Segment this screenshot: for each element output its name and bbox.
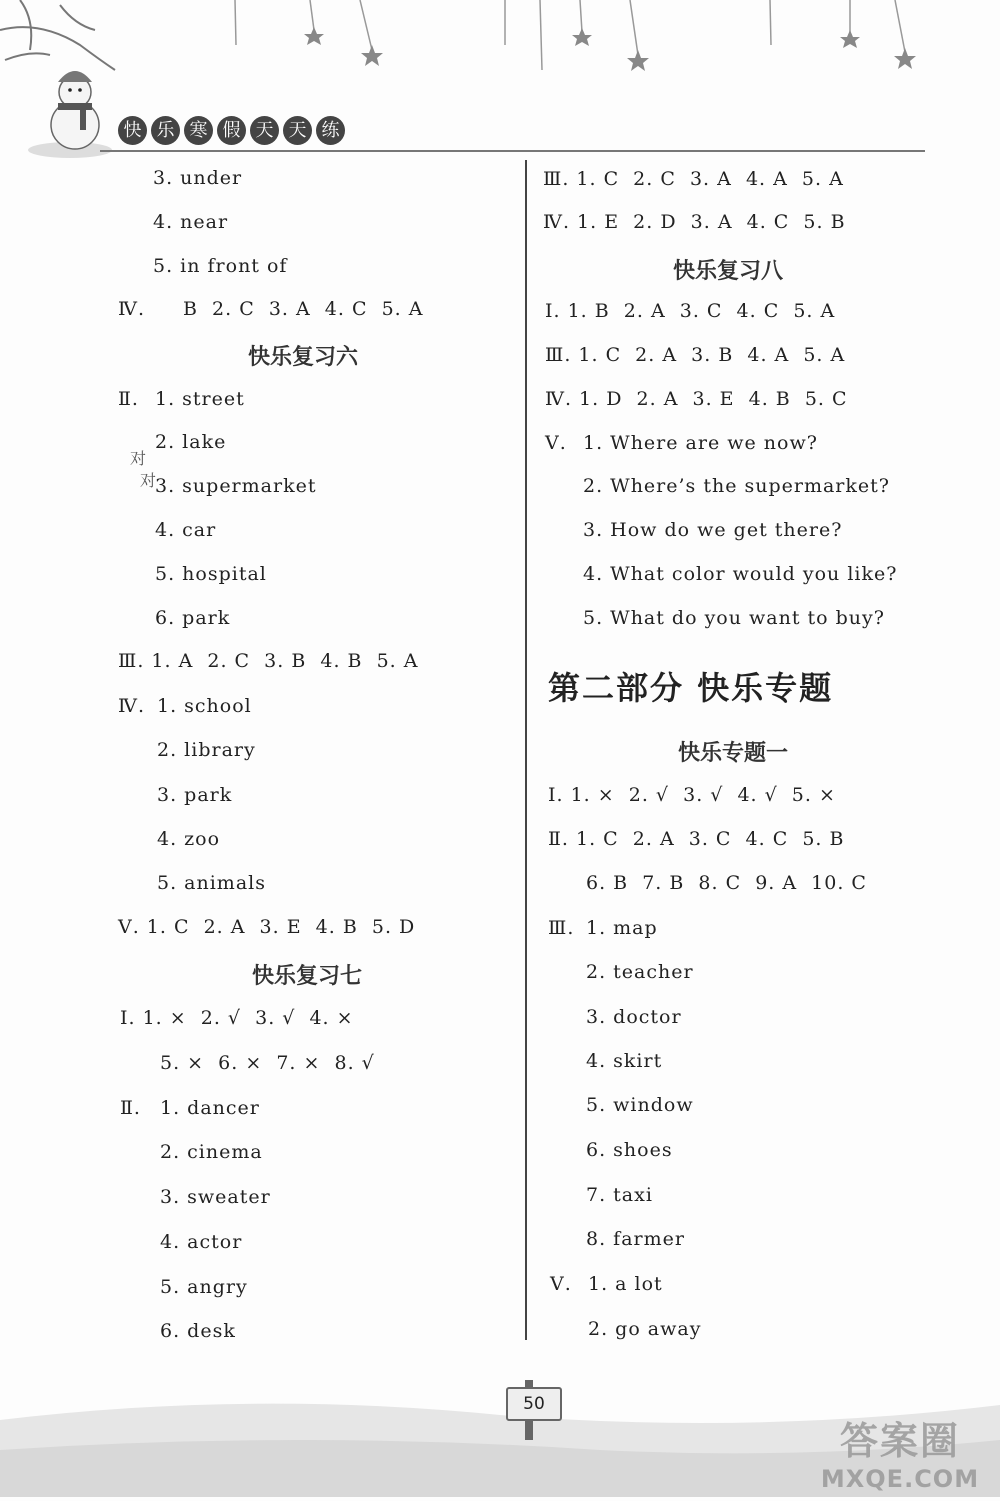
section-marker: Ⅳ.: [118, 298, 146, 320]
answer-line: 4. actor: [160, 1231, 243, 1253]
header-divider: [100, 150, 925, 152]
page-header: [0, 0, 1000, 160]
answer-line: Ⅲ. 1. C 2. C 3. A 4. A 5. A: [543, 168, 844, 190]
answer-line: 3. under: [153, 167, 243, 189]
answer-line: 3. doctor: [586, 1006, 682, 1028]
answer-line: 6. B 7. B 8. C 9. A 10. C: [586, 872, 867, 894]
title-char: 乐: [151, 116, 180, 145]
watermark: [810, 1410, 990, 1493]
answer-line: Ⅰ. 1. × 2. √ 3. √ 4. ×: [120, 1007, 354, 1029]
answer-line: 5. in front of: [153, 255, 288, 277]
answer-line: 1. school: [157, 695, 252, 717]
watermark-cn: 答案圈: [839, 1419, 960, 1463]
answer-line: Ⅲ. 1. C 2. A 3. B 4. A 5. A: [545, 344, 846, 366]
snowman-icon: [28, 71, 112, 158]
answer-line: 5. angry: [160, 1276, 248, 1298]
answer-line: 7. taxi: [586, 1184, 653, 1206]
answer-line: 2. go away: [588, 1318, 702, 1340]
answer-line: Ⅱ. 1. C 2. A 3. C 4. C 5. B: [548, 828, 845, 850]
section-marker: Ⅱ.: [118, 388, 139, 410]
watermark-en: MXQE.COM: [820, 1465, 980, 1493]
answer-line: 5. × 6. × 7. × 8. √: [160, 1052, 375, 1074]
answer-line: 4. near: [153, 211, 229, 233]
answer-line: 4. What color would you like?: [583, 563, 898, 585]
answer-line: 2. lake: [155, 431, 227, 453]
answer-line: Ⅰ. 1. B 2. A 3. C 4. C 5. A: [545, 300, 836, 322]
answer-line: 1. street: [155, 388, 245, 410]
section-marker: Ⅴ.: [550, 1273, 572, 1295]
section-title: 快乐复习六: [248, 345, 359, 370]
answer-line: 3. How do we get there?: [583, 519, 843, 541]
answer-line: 5. animals: [157, 872, 266, 894]
page-number: 50: [506, 1387, 562, 1421]
answer-line: 1. dancer: [160, 1097, 260, 1119]
answer-line: Ⅲ. 1. A 2. C 3. B 4. B 5. A: [118, 650, 419, 672]
answer-line: Ⅳ. 1. E 2. D 3. A 4. C 5. B: [543, 211, 846, 233]
hanging-strings: [235, 0, 905, 70]
answer-line: 3. supermarket: [155, 475, 317, 497]
answer-line: 5. window: [586, 1094, 694, 1116]
answer-line: B 2. C 3. A 4. C 5. A: [183, 298, 424, 320]
section-marker: Ⅳ.: [118, 695, 146, 717]
answer-line: 1. Where are we now?: [583, 432, 818, 454]
part-title: 第二部分 快乐专题: [548, 669, 834, 707]
answer-line: 5. What do you want to buy?: [583, 607, 885, 629]
section-title: 快乐专题一: [678, 741, 789, 766]
section-marker: Ⅴ.: [545, 432, 567, 454]
answer-line: 2. teacher: [586, 961, 694, 983]
section-title: 快乐复习七: [252, 964, 363, 989]
handwritten-mark: 对: [140, 471, 157, 490]
section-marker: Ⅱ.: [120, 1097, 141, 1119]
answer-line: 1. a lot: [588, 1273, 663, 1295]
title-char: 寒: [184, 116, 213, 145]
answer-line: 3. park: [157, 784, 233, 806]
answer-line: Ⅳ. 1. D 2. A 3. E 4. B 5. C: [545, 388, 848, 410]
answer-line: 1. map: [586, 917, 658, 939]
answer-line: 5. hospital: [155, 563, 267, 585]
answer-line: 6. shoes: [586, 1139, 673, 1161]
title-char: 假: [217, 116, 246, 145]
answer-line: 4. skirt: [586, 1050, 663, 1072]
answer-line: Ⅰ. 1. × 2. √ 3. √ 4. √ 5. ×: [548, 784, 836, 806]
answer-line: 8. farmer: [586, 1228, 685, 1250]
answer-line: 2. cinema: [160, 1141, 263, 1163]
answer-line: 4. zoo: [157, 828, 221, 850]
header-title: [118, 116, 345, 145]
title-char: 天: [250, 116, 279, 145]
handwritten-mark: 对: [130, 449, 147, 468]
answer-line: 6. desk: [160, 1320, 236, 1342]
column-divider: [525, 160, 527, 1340]
title-char: 快: [118, 116, 147, 145]
title-char: 天: [283, 116, 312, 145]
branch-decoration: [0, 0, 115, 70]
title-char: 练: [316, 116, 345, 145]
section-marker: Ⅲ.: [548, 917, 575, 939]
answer-line: 2. library: [157, 739, 256, 761]
answer-line: 4. car: [155, 519, 217, 541]
section-title: 快乐复习八: [673, 259, 784, 284]
star-icons: [304, 27, 916, 71]
answer-line: 3. sweater: [160, 1186, 271, 1208]
answer-line: Ⅴ. 1. C 2. A 3. E 4. B 5. D: [118, 916, 416, 938]
answer-line: 2. Where’s the supermarket?: [583, 475, 890, 497]
answer-line: 6. park: [155, 607, 231, 629]
